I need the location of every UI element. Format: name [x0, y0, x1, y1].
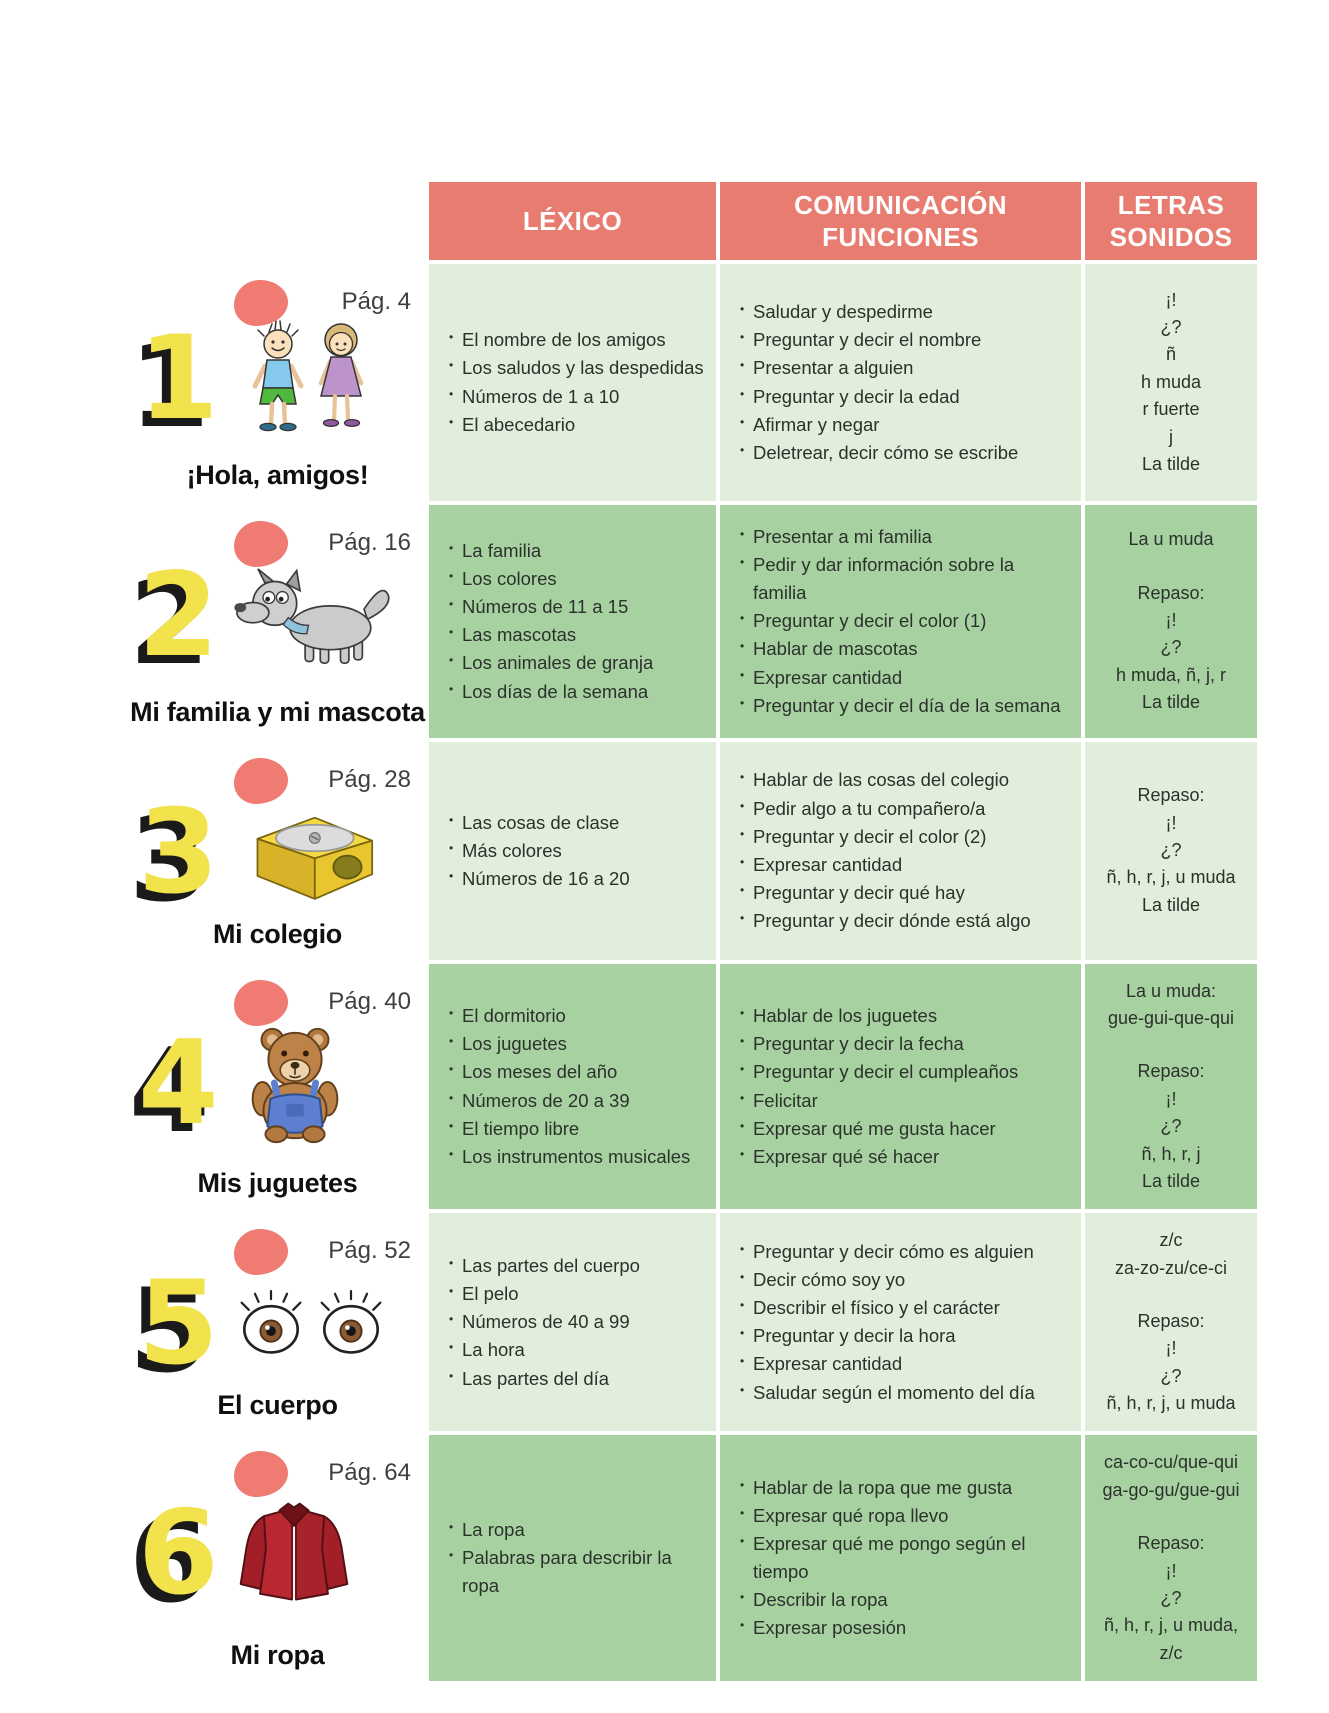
unit-2-letras-cell [1085, 505, 1257, 738]
unit-1-lexico-cell [429, 264, 716, 501]
unit-4-teddy-bear-illustration [231, 1020, 359, 1148]
unit-2-panel [130, 505, 425, 738]
unit-3-lexico-cell [429, 742, 716, 960]
unit-3-pencil-sharpener-illustration [231, 800, 381, 906]
unit-1-lexico-list: • El nombre de los amigos • Los saludos y las despedidas • Números de 1 a 10 • El abecedario [449, 326, 706, 438]
unit-2-comunicacion-cell [720, 505, 1081, 738]
column-header-letras-label: LETRAS SONIDOS [1109, 189, 1233, 252]
unit-5-lexico-cell [429, 1213, 716, 1431]
unit-6-page-number: Pág. 64 [328, 1459, 411, 1487]
unit-5-eyes-illustration [231, 1288, 391, 1360]
unit-1-panel [130, 264, 425, 501]
unit-1-letras-cell [1085, 264, 1257, 501]
unit-3-title: Mi colegio [212, 918, 342, 949]
unit-4-figure [130, 1015, 425, 1151]
unit-1-boy-and-girl-illustration [231, 320, 381, 438]
unit-6-lexico-cell [429, 1435, 716, 1681]
unit-6-letras-list: ca-co-cu/que-qui ga-go-gu/gue-gui Repaso: ¡! ¿? ñ, h, r, j, u muda, z/c [1102, 1452, 1240, 1663]
column-header-lexico-label: LÉXICO [522, 205, 623, 236]
unit-6-figure [130, 1486, 425, 1622]
unit-5-lexico-list: • Las partes del cuerpo • El pelo • Números de 40 a 99 • La hora • Las partes del día [449, 1252, 706, 1393]
unit-4-number: 4 [138, 1015, 219, 1151]
unit-4-comunicacion-list: • Hablar de los juguetes • Preguntar y decir la fecha • Preguntar y decir el cumpleaños • Felicitar • Expresar qué me gusta hacer • Expresar qué sé hacer [740, 1002, 1071, 1171]
unit-2-lexico-list: • La familia • Los colores • Números de 11 a 15 • Las mascotas • Los animales de granja • Los días de la semana [449, 537, 706, 706]
unit-5-letras-list: z/c za-zo-zu/ce-ci Repaso: ¡! ¿? ñ, h, r, j, u muda [1106, 1230, 1236, 1414]
column-header-comunicacion-label: COMUNICACIÓN FUNCIONES [794, 189, 1007, 252]
unit-1-page-number: Pág. 4 [341, 288, 411, 315]
unit-4-page-number: Pág. 40 [328, 987, 411, 1015]
column-header-letras [1085, 182, 1257, 260]
unit-3-panel [130, 742, 425, 960]
unit-2-title: Mi familia y mi mascota [130, 696, 425, 727]
unit-2-comunicacion-list: • Presentar a mi familia • Pedir y dar información sobre la familia • Preguntar y decir el color (1) • Hablar de mascotas • Expresar cantidad • Preguntar y decir el día de la semana [740, 523, 1071, 720]
unit-3-lexico-list: • Las cosas de clase • Más colores • Números de 16 a 20 [449, 809, 706, 893]
unit-1-comunicacion-list: • Saludar y despedirme • Preguntar y decir el nombre • Presentar a alguien • Preguntar y decir la edad • Afirmar y negar • Deletrear, decir cómo se escribe [740, 298, 1071, 467]
unit-6-comunicacion-list: • Hablar de la ropa que me gusta • Expresar qué ropa llevo • Expresar qué me pongo según el tiempo • Describir la ropa • Expresar posesión [740, 1474, 1071, 1643]
unit-4-panel [130, 964, 425, 1210]
unit-2-lexico-cell [429, 505, 716, 738]
unit-5-title: El cuerpo [217, 1390, 338, 1421]
unit-1-figure [130, 310, 425, 446]
unit-1-letras-list: ¡! ¿? ñ h muda r fuerte j La tilde [1140, 289, 1202, 474]
unit-5-letras-cell [1085, 1213, 1257, 1431]
column-header-lexico [429, 182, 716, 260]
unit-6-comunicacion-cell [720, 1435, 1081, 1681]
table-corner-spacer [130, 182, 425, 260]
unit-1-title: ¡Hola, amigos! [186, 460, 369, 490]
unit-6-panel [130, 1435, 425, 1681]
unit-6-lexico-list: • La ropa • Palabras para describir la ropa [449, 1516, 706, 1600]
unit-6-number: 6 [138, 1486, 219, 1622]
unit-3-figure [130, 784, 425, 920]
unit-2-letras-list: La u muda Repaso: ¡! ¿? h muda, ñ, j, r La tilde [1115, 529, 1227, 713]
unit-4-letras-cell [1085, 964, 1257, 1210]
unit-4-lexico-cell [429, 964, 716, 1210]
unit-2-dog-illustration [231, 565, 391, 667]
column-header-comunicacion [720, 182, 1081, 260]
unit-5-page-number: Pág. 52 [328, 1237, 411, 1265]
unit-5-comunicacion-list: • Preguntar y decir cómo es alguien • Decir cómo soy yo • Describir el físico y el carácter • Preguntar y decir la hora • Expresar cantidad • Saludar según el momento del día [740, 1238, 1071, 1407]
unit-2-number: 2 [138, 548, 219, 683]
unit-1-number: 1 [138, 310, 219, 446]
unit-6-title: Mi ropa [230, 1639, 325, 1670]
contents-table [130, 182, 1245, 1681]
unit-3-page-number: Pág. 28 [328, 765, 411, 793]
unit-2-figure [130, 548, 425, 683]
unit-6-red-coat-illustration [231, 1491, 357, 1617]
unit-5-comunicacion-cell [720, 1213, 1081, 1431]
unit-4-letras-list: La u muda: gue-gui-que-qui Repaso: ¡! ¿? ñ, h, r, j La tilde [1107, 980, 1235, 1191]
unit-5-figure [130, 1256, 425, 1392]
unit-3-comunicacion-list: • Hablar de las cosas del colegio • Pedir algo a tu compañero/a • Preguntar y decir el color (2) • Expresar cantidad • Preguntar y decir qué hay • Preguntar y decir dónde está algo [740, 766, 1071, 935]
unit-3-letras-list: Repaso: ¡! ¿? ñ, h, r, j, u muda La tilde [1106, 785, 1236, 915]
unit-3-number: 3 [138, 784, 219, 920]
unit-3-letras-cell [1085, 742, 1257, 960]
unit-4-comunicacion-cell [720, 964, 1081, 1210]
unit-3-comunicacion-cell [720, 742, 1081, 960]
unit-4-title: Mis juguetes [197, 1168, 358, 1199]
unit-4-lexico-list: • El dormitorio • Los juguetes • Los meses del año • Números de 20 a 39 • El tiempo libre • Los instrumentos musicales [449, 1002, 706, 1171]
unit-1-comunicacion-cell [720, 264, 1081, 501]
unit-5-panel [130, 1213, 425, 1431]
unit-6-letras-cell [1085, 1435, 1257, 1681]
unit-2-page-number: Pág. 16 [328, 529, 411, 556]
unit-5-number: 5 [138, 1256, 219, 1392]
